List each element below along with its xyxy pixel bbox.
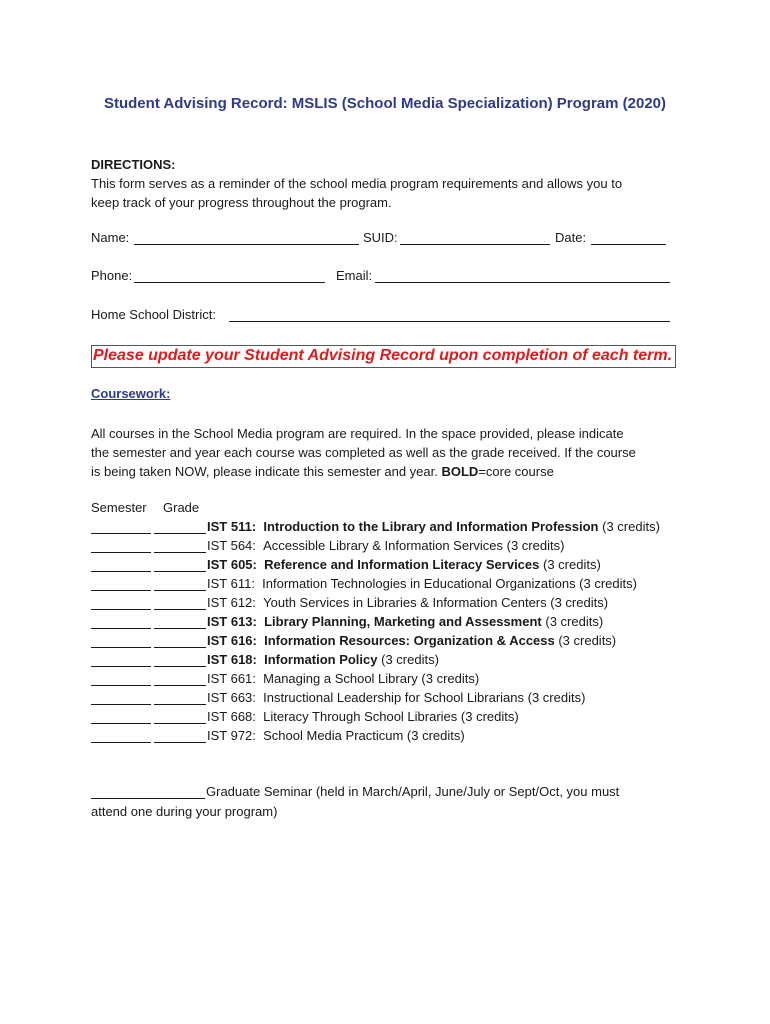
directions-section [91,155,681,212]
suid-field[interactable] [400,230,550,245]
course-code: IST 612: [207,595,256,610]
course-credits: (3 credits) [377,652,439,667]
course-name: Accessible Library & Information Services (3 credits) [263,538,565,553]
course-code: IST 663: [207,690,256,705]
grade-blank[interactable] [154,552,206,553]
course-title [207,728,465,743]
directions-line-1: This form serves as a reminder of the school media program requirements and allows you to [91,176,623,191]
intro-line-3a: is being taken NOW, please indicate this semester and year. [91,464,442,479]
grade-column-header: Grade [163,500,200,515]
course-name: Youth Services in Libraries & Information Centers (3 credits) [263,595,609,610]
course-name: Information Resources: Organization & Access [264,633,555,648]
grade-blank[interactable] [154,647,206,648]
course-code: IST 564: [207,538,256,553]
course-credits: (3 credits) [598,519,660,534]
semester-blank[interactable] [91,571,151,572]
semester-blank[interactable] [91,685,151,686]
directions-line-2: keep track of your progress throughout the program. [91,195,392,210]
phone-field[interactable] [134,268,325,283]
course-row [91,595,691,614]
semester-blank[interactable] [91,609,151,610]
course-row [91,652,691,671]
grade-blank[interactable] [154,533,206,534]
course-code: IST 611: [207,576,255,591]
course-name: Literacy Through School Libraries (3 credits) [263,709,519,724]
course-row [91,671,691,690]
course-code: IST 616: [207,633,257,648]
seminar-date-field[interactable] [91,798,205,799]
course-title [207,557,601,572]
seminar-line-2: attend one during your program) [91,804,278,819]
course-title [207,538,564,553]
grade-blank[interactable] [154,590,206,591]
course-row [91,709,691,728]
course-row [91,690,691,709]
semester-blank[interactable] [91,628,151,629]
grade-blank[interactable] [154,628,206,629]
district-label: Home School District: [91,307,216,322]
directions-heading: DIRECTIONS: [91,157,176,172]
semester-blank[interactable] [91,552,151,553]
grade-blank[interactable] [154,685,206,686]
name-label: Name: [91,230,130,245]
district-row [91,307,681,327]
course-credits: (3 credits) [554,633,617,648]
intro-line-2: the semester and year each course was completed as well as the grade received. If the course [91,445,636,460]
phone-row [91,268,681,288]
course-row [91,633,691,652]
course-name: School Media Practicum (3 credits) [263,728,465,743]
grade-blank[interactable] [154,666,206,667]
course-code: IST 668: [207,709,256,724]
course-title [207,576,637,591]
course-row [91,614,691,633]
course-name: Managing a School Library (3 credits) [263,671,480,686]
course-name: Reference and Information Literacy Services [264,557,540,572]
grade-blank[interactable] [154,723,206,724]
course-row [91,519,691,538]
semester-blank[interactable] [91,723,151,724]
course-code: IST 618: [207,652,257,667]
suid-label: SUID: [363,230,398,245]
semester-blank[interactable] [91,647,151,648]
email-field[interactable] [375,268,670,283]
intro-line-3b: =core course [478,464,554,479]
course-credits: (3 credits) [539,557,601,572]
date-field[interactable] [591,230,666,245]
coursework-heading: Coursework: [91,386,171,401]
course-title [207,671,479,686]
email-label: Email: [336,268,373,283]
date-label: Date: [555,230,587,245]
intro-line-1: All courses in the School Media program are required. In the space provided, please indicate [91,426,624,441]
course-code: IST 972: [207,728,256,743]
course-title [207,595,608,610]
course-title [207,633,616,648]
semester-blank[interactable] [91,590,151,591]
course-credits: (3 credits) [541,614,604,629]
semester-blank[interactable] [91,533,151,534]
course-title [207,614,603,629]
name-field[interactable] [134,230,359,245]
course-row [91,557,691,576]
grade-blank[interactable] [154,609,206,610]
course-title [207,519,660,534]
update-notice: Please update your Student Advising Record upon completion of each term. [91,345,676,368]
grade-blank[interactable] [154,571,206,572]
course-row [91,728,691,747]
phone-label: Phone: [91,268,133,283]
course-code: IST 613: [207,614,257,629]
seminar-line-1: Graduate Seminar (held in March/April, June/July or Sept/Oct, you must [206,784,620,799]
name-row [91,230,681,250]
grade-blank[interactable] [154,742,206,743]
course-name: Information Policy [264,652,378,667]
course-name: Information Technologies in Educational Organizations (3 credits) [262,576,637,591]
course-name: Instructional Leadership for School Librarians (3 credits) [263,690,586,705]
course-name: Library Planning, Marketing and Assessment [264,614,542,629]
intro-line-3 [91,462,681,481]
semester-blank[interactable] [91,666,151,667]
course-code: IST 661: [207,671,256,686]
semester-blank[interactable] [91,704,151,705]
intro-bold-word: BOLD [441,464,479,479]
course-code: IST 605: [207,557,257,572]
semester-column-header: Semester [91,500,147,515]
course-row [91,538,691,557]
grade-blank[interactable] [154,704,206,705]
course-code: IST 511: [207,519,257,534]
course-name: Introduction to the Library and Information Profession [263,519,599,534]
course-title [207,709,519,724]
course-title [207,690,585,705]
district-field[interactable] [229,307,670,322]
page-title: Student Advising Record: MSLIS (School Media Specialization) Program (2020) [103,95,667,112]
semester-blank[interactable] [91,742,151,743]
course-row [91,576,691,595]
coursework-intro [91,424,681,481]
course-title [207,652,439,667]
